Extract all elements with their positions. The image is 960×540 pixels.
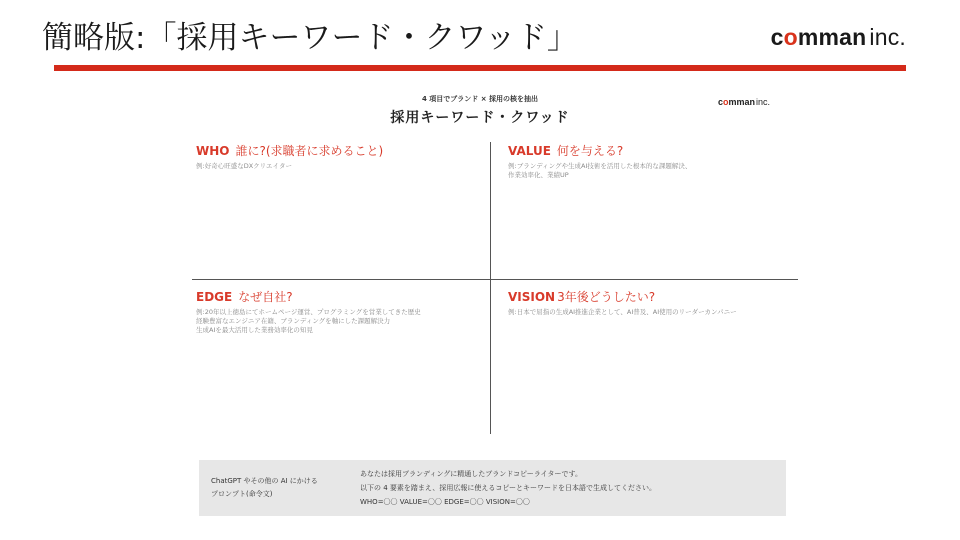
sheet-logo-brand-accent: o: [723, 97, 729, 107]
sheet-subtitle: 4 項目でブランド × 採用の核を抽出: [421, 95, 539, 103]
logo-brand-accent: o: [783, 24, 798, 50]
quadrant-horizontal-divider: [192, 279, 798, 280]
logo-brand-pre: c: [770, 24, 784, 50]
vision-question: 3年後どうしたい?: [557, 290, 656, 304]
sheet-logo-brand-post: mman: [728, 97, 756, 107]
value-question: 何を与える?: [556, 144, 624, 158]
logo-brand: [771, 24, 867, 50]
prompt-line: WHO=〇〇 VALUE=〇〇 EDGE=〇〇 VISION=〇〇: [360, 498, 530, 506]
vision-example-line: 例:日本で屈指の生成AI推進企業として、AI普及、AI使用のリーダーカンパニー: [508, 308, 737, 316]
value-example-line: 作業効率化、業績UP: [508, 171, 569, 179]
edge-heading: [196, 288, 293, 305]
sheet-logo: [718, 97, 770, 107]
sheet-logo-brand: [718, 97, 755, 107]
edge-example: [196, 308, 421, 335]
prompt-label-line: プロンプト(命令文): [211, 490, 273, 498]
sheet-logo-brand-pre: c: [718, 97, 724, 107]
value-example: [508, 162, 691, 180]
who-example: [196, 162, 292, 171]
company-logo: [771, 24, 906, 51]
sheet-title: 採用キーワード・クワッド: [390, 110, 570, 126]
prompt-text: [360, 467, 656, 509]
who-question: 誰に?(求職者に求めること): [235, 144, 384, 158]
who-key: WHO: [196, 144, 230, 158]
vision-example: [508, 308, 737, 317]
quadrant-vertical-divider: [490, 142, 491, 434]
logo-brand-post: mman: [797, 24, 867, 50]
value-key: VALUE: [508, 144, 551, 158]
who-example-line: 例:好奇心旺盛なDXクリエイター: [196, 162, 293, 170]
value-heading: [508, 142, 623, 159]
prompt-line: 以下の 4 要素を踏まえ、採用広報に使えるコピーとキーワードを日本語で生成してください。: [360, 484, 657, 492]
value-example-line: 例:ブランディングや生成AI技術を活用した根本的な課題解決、: [508, 162, 692, 170]
prompt-label: [211, 475, 361, 501]
logo-suffix: inc.: [869, 24, 906, 50]
prompt-label-line: ChatGPT やその他の AI にかける: [211, 477, 318, 485]
title-underline: [54, 65, 906, 71]
who-heading: [196, 142, 383, 159]
edge-example-line: 生成AIを最大活用した業務効率化の知見: [196, 326, 313, 334]
vision-heading: [508, 288, 655, 305]
vision-key: VISION: [508, 290, 556, 304]
edge-example-line: 経験豊富なエンジニア在籍、ブランディングを軸にした課題解決力: [196, 317, 391, 325]
prompt-line: あなたは採用ブランディングに精通したブランドコピーライターです。: [360, 470, 582, 478]
slide-title: 簡略版:「採用キーワード・クワッド」: [42, 20, 578, 56]
edge-key: EDGE: [196, 290, 233, 304]
prompt-box: [199, 460, 786, 516]
edge-example-line: 例:20年以上徳島にてホームページ運営、プログラミングを営業してきた歴史: [196, 308, 421, 316]
edge-question: なぜ自社?: [238, 290, 293, 304]
sheet-logo-suffix: inc.: [756, 97, 771, 107]
